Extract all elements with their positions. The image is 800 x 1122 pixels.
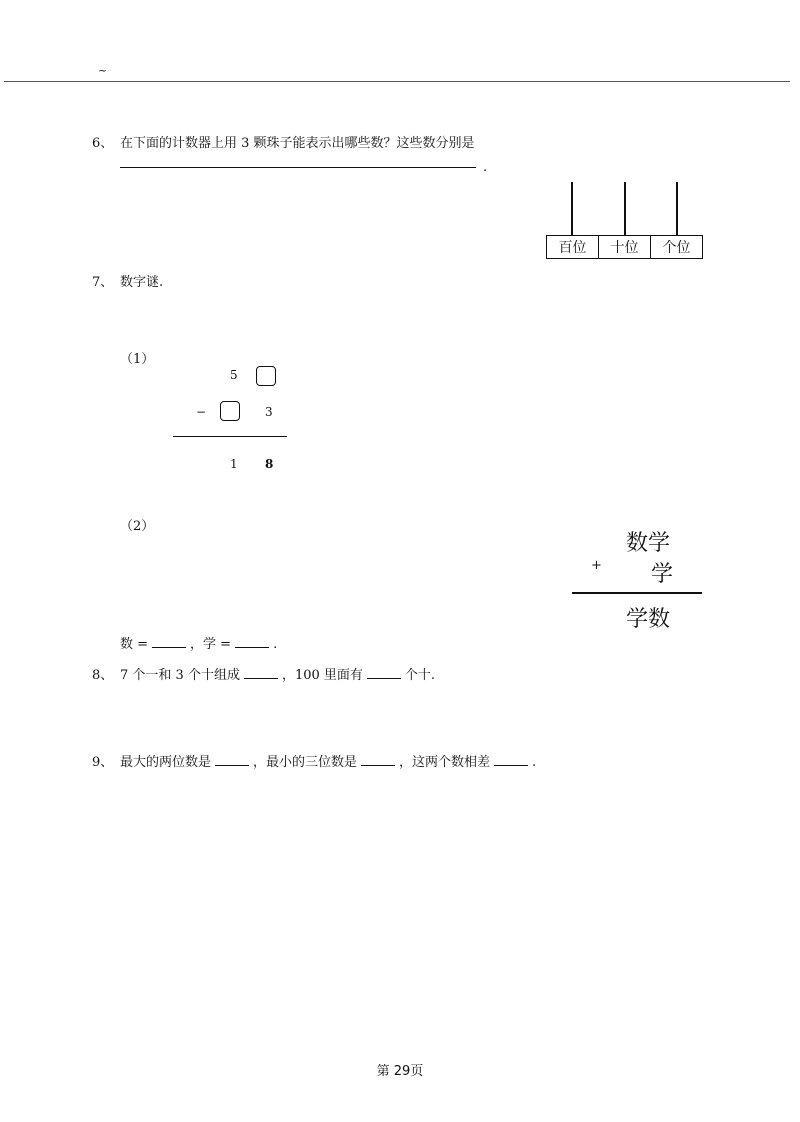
q6-end: .	[483, 160, 488, 175]
abacus-rod-hundreds	[571, 182, 573, 236]
puzzle1-result-ones: 8	[265, 457, 274, 471]
q8-part2: ，100 里面有	[281, 668, 363, 683]
header-rule	[4, 81, 790, 82]
puzzle2-xue-blank[interactable]	[235, 635, 269, 648]
q9-part4: .	[532, 755, 537, 770]
puzzle2-answer	[120, 633, 277, 652]
puzzle2-answer-end: .	[273, 637, 278, 652]
puzzle1-result-tens: 1	[230, 457, 238, 471]
puzzle1-blank-box-ones[interactable]	[256, 366, 276, 386]
q6-text: 在下面的计数器上用 3 颗珠子能表示出哪些数？这些数分别是	[120, 136, 475, 151]
q8-part3: 个十.	[404, 668, 436, 683]
puzzle2-row1: 数学	[626, 531, 671, 556]
puzzle2-answer-shu-label: 数 =	[120, 637, 149, 652]
puzzle2-row2: 学	[651, 562, 674, 587]
q9-blank-2[interactable]	[361, 753, 395, 766]
puzzle2-label: （2）	[120, 519, 155, 534]
puzzle1-row1-tens: 5	[230, 368, 238, 382]
q8-part1: 7 个一和 3 个十组成	[120, 668, 240, 683]
puzzle2-sum-line	[572, 592, 702, 594]
q8-blank-2[interactable]	[367, 666, 401, 679]
q8-number: 8、	[92, 668, 114, 683]
q6-number: 6、	[92, 136, 114, 151]
abacus-rod-tens	[624, 182, 626, 236]
puzzle1-row2-ones: 3	[265, 405, 273, 419]
q9-number: 9、	[92, 755, 114, 770]
abacus-label-hundreds: 百位	[558, 240, 587, 256]
q6-answer-line	[120, 167, 476, 168]
q8-blank-1[interactable]	[244, 666, 278, 679]
puzzle2-result: 学数	[626, 607, 671, 632]
q9-part1: 最大的两位数是	[120, 755, 212, 770]
q9-blank-3[interactable]	[494, 753, 528, 766]
puzzle2-answer-xue-label: ，学 =	[190, 637, 232, 652]
q7-number: 7、	[92, 275, 114, 290]
q9-part3: ，这两个数相差	[399, 755, 491, 770]
q7-text: 数字谜.	[120, 275, 164, 290]
puzzle1-sum-line	[173, 436, 287, 437]
puzzle1-blank-box-tens[interactable]	[220, 401, 240, 421]
puzzle2-shu-blank[interactable]	[152, 635, 186, 648]
puzzle2-plus: +	[591, 558, 602, 573]
abacus-label-ones: 个位	[650, 236, 702, 258]
q8-text	[120, 664, 435, 683]
puzzle1-label: （1）	[120, 352, 155, 367]
q9-blank-1[interactable]	[215, 753, 249, 766]
q9-part2: ，最小的三位数是	[253, 755, 358, 770]
abacus-base	[546, 235, 703, 259]
puzzle1-minus: −	[196, 405, 207, 419]
page-number: 第 29页	[376, 1064, 424, 1079]
q9-text	[120, 751, 536, 770]
header-mark: ~	[98, 64, 108, 77]
abacus-rod-ones	[676, 182, 678, 236]
abacus-label-tens: 十位	[598, 236, 650, 258]
